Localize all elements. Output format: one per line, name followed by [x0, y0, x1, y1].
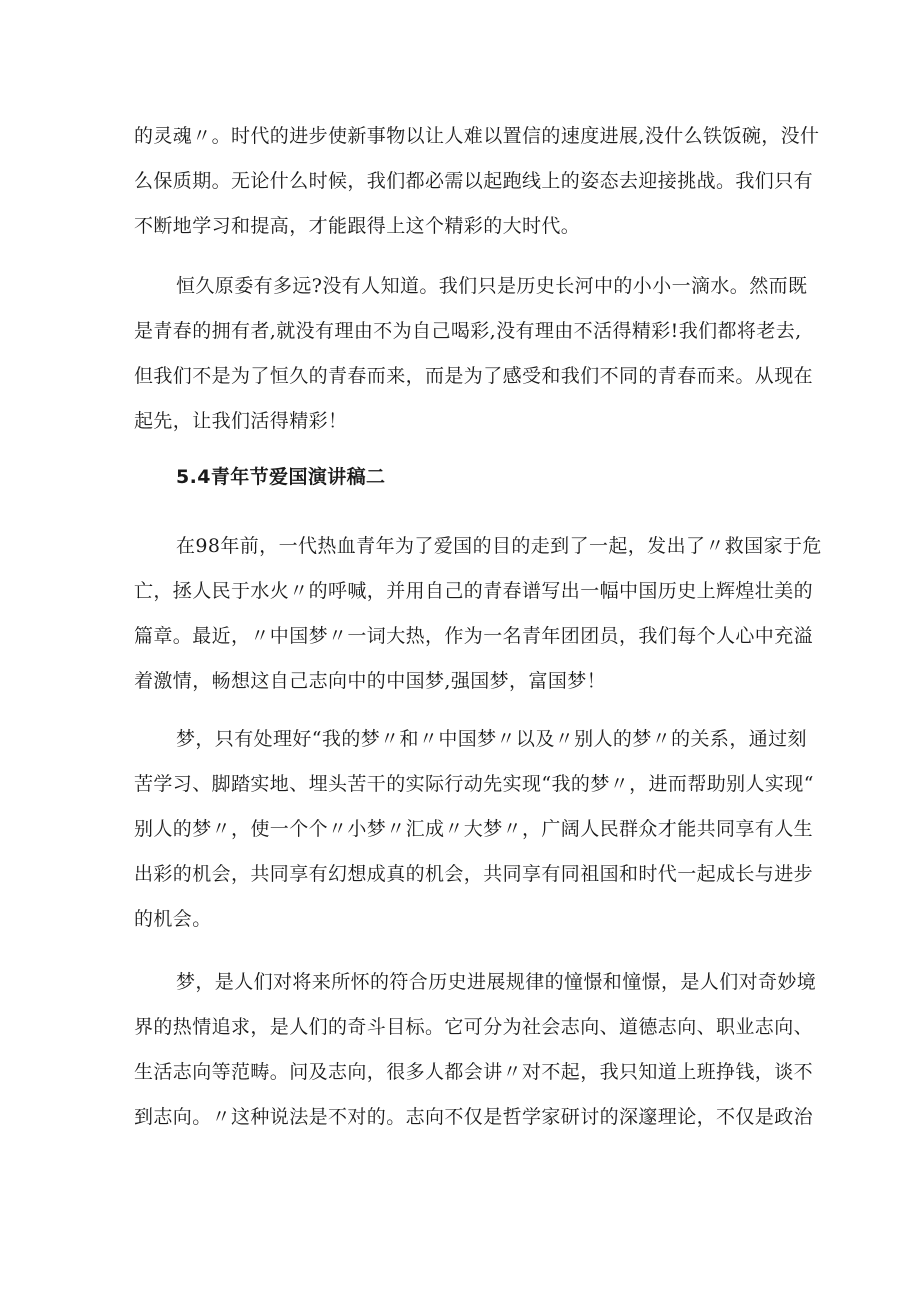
- text-line: 别人的梦〃，使一个个〃小梦〃汇成〃大梦〃，广阔人民群众才能共同享有人生: [134, 818, 814, 840]
- text-line: 到志向。〃这种说法是不对的。志向不仅是哲学家研讨的深邃理论，不仅是政治: [134, 1106, 814, 1128]
- text-line: 出彩的机会，共同享有幻想成真的机会，共同享有同祖国和时代一起成长与进步: [134, 863, 814, 885]
- paragraph-2: [134, 264, 814, 444]
- text-line: 恒久原委有多远?没有人知道。我们只是历史长河中的小小一滴水。然而既: [176, 275, 808, 297]
- text-line: 么保质期。无论什么时候，我们都必需以起跑线上的姿态去迎接挑战。我们只有: [134, 170, 814, 192]
- text-line: 梦，是人们对将来所怀的符合历史进展规律的憧憬和憧憬，是人们对奇妙境: [176, 971, 817, 993]
- text-line: 界的热情追求，是人们的奇斗目标。它可分为社会志向、道德志向、职业志向、: [134, 1016, 814, 1038]
- paragraph-1: [134, 114, 820, 249]
- text-line: 苦学习、脚踏实地、埋头苦干的实际行动先实现“我的梦〃，进而帮助别人实现“: [134, 773, 814, 795]
- text-line: 的机会。: [134, 908, 212, 930]
- text-line: 不断地学习和提高，才能跟得上这个精彩的大时代。: [134, 215, 581, 237]
- text-line: 但我们不是为了恒久的青春而来，而是为了感受和我们不同的青春而来。从现在: [134, 365, 814, 387]
- paragraph-3: [134, 524, 822, 704]
- text-line: 篇章。最近，〃中国梦〃一词大热，作为一名青年团团员，我们每个人心中充溢: [134, 625, 814, 647]
- text-line: 的灵魂〃。时代的进步使新事物以让人难以置信的速度进展,没什么铁饭碗，没什: [134, 125, 820, 147]
- paragraph-4: [134, 717, 814, 942]
- text-line: 着激情，畅想这自己志向中的中国梦,强国梦，富国梦！: [134, 670, 607, 692]
- text-line: 亡，拯人民于水火〃的呼喊，并用自己的青春谱写出一幅中国历史上辉煌壮美的: [134, 580, 814, 602]
- paragraph-5: [134, 960, 817, 1140]
- text-line: 是青春的拥有者,就没有理由不为自己喝彩,没有理由不活得精彩!我们都将老去,: [134, 320, 802, 342]
- text-line: 生活志向等范畴。问及志向，很多人都会讲〃对不起，我只知道上班挣钱，谈不: [134, 1061, 814, 1083]
- text-line: 起先，让我们活得精彩！: [134, 410, 348, 432]
- text-line: 在98年前，一代热血青年为了爱国的目的走到了一起，发出了〃救国家于危: [176, 535, 822, 557]
- section-heading: 5.4青年节爱国演讲稿二: [176, 466, 386, 488]
- text-line: 梦，只有处理好“我的梦〃和〃中国梦〃以及〃别人的梦〃的关系，通过刻: [176, 728, 807, 750]
